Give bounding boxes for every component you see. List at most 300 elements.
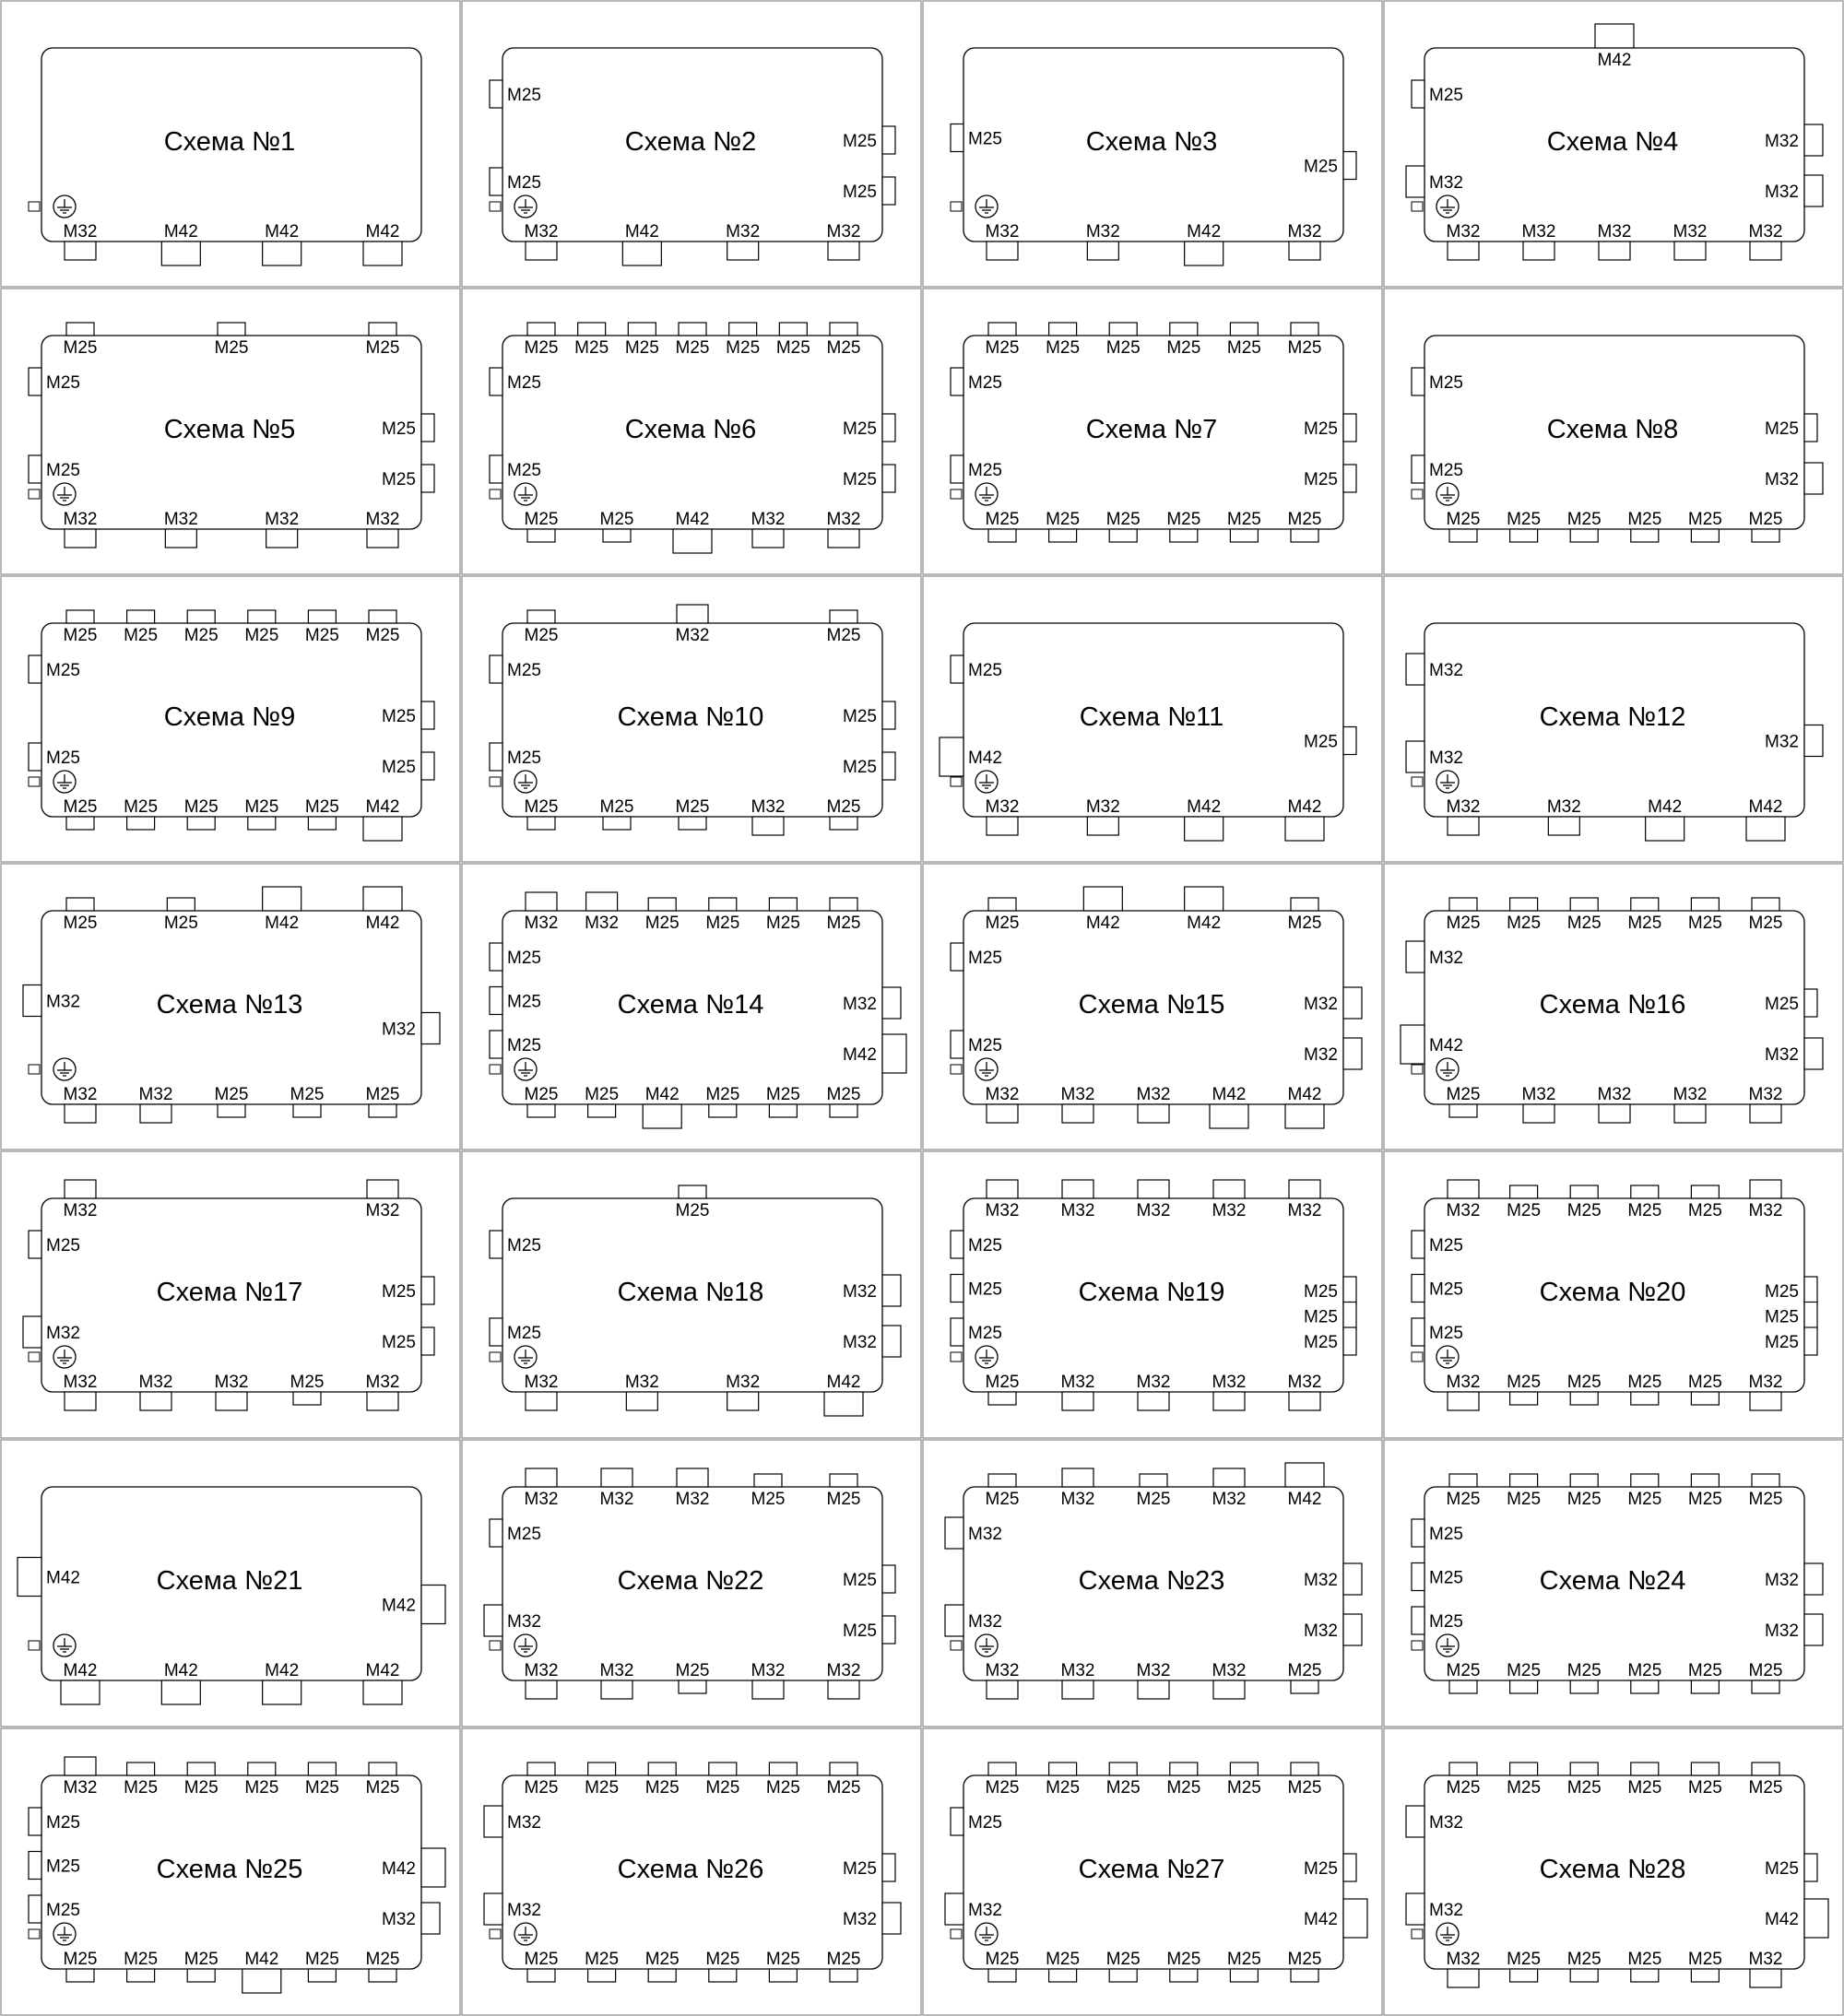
gland-top-label: M25 <box>985 338 1020 358</box>
gland-bottom-label: M32 <box>1748 1085 1783 1104</box>
gland-bottom-label: M32 <box>524 222 559 242</box>
gland-left-label: M32 <box>1429 661 1463 680</box>
gland-bottom-label: M25 <box>524 510 559 529</box>
gland-left <box>940 737 963 776</box>
gland-top-label: M25 <box>1136 1490 1171 1509</box>
gland-bottom-label: M25 <box>1687 510 1722 529</box>
gland-top <box>1140 1474 1167 1487</box>
gland-top-label: M25 <box>705 1778 740 1798</box>
gland-left <box>484 1806 502 1837</box>
gland-bottom-label: M25 <box>644 1950 680 1969</box>
gland-bottom <box>1510 1969 1538 1982</box>
gland-top <box>1570 1185 1598 1198</box>
gland-bottom <box>1062 1680 1093 1699</box>
gland-right-label: M25 <box>843 1621 877 1641</box>
gland-top-label: M25 <box>1627 1778 1662 1798</box>
gland-bottom <box>1510 529 1538 542</box>
gland-top-label: M32 <box>675 626 710 645</box>
gland-bottom-label: M25 <box>1748 1661 1783 1680</box>
gland-bottom-label: M25 <box>1105 1950 1141 1969</box>
gland-right <box>1804 1563 1823 1595</box>
gland-right-label: M32 <box>843 1333 877 1352</box>
scheme-title: Схема №28 <box>1539 1855 1686 1884</box>
gland-left <box>951 655 963 683</box>
gland-bottom <box>709 1969 737 1982</box>
gland-bottom <box>1750 1392 1781 1410</box>
gland-right-label: M25 <box>382 707 416 726</box>
gland-left <box>490 168 502 195</box>
gland-bottom <box>1230 529 1258 542</box>
gland-bottom <box>601 1680 632 1699</box>
gland-bottom <box>1087 242 1118 260</box>
gland-top-label: M25 <box>1446 1490 1481 1509</box>
gland-bottom <box>987 242 1018 260</box>
gland-bottom-label: M25 <box>585 1085 620 1104</box>
gland-top <box>1109 1763 1137 1775</box>
gland-top <box>677 605 708 623</box>
gland-top <box>1062 1180 1093 1198</box>
gland-right-label: M32 <box>1765 1045 1799 1065</box>
gland-right <box>1804 124 1823 156</box>
gland-right <box>1343 727 1356 755</box>
gland-bottom <box>1138 1680 1169 1699</box>
gland-right-label: M32 <box>1765 1571 1799 1590</box>
scheme-18 <box>462 1151 921 1438</box>
gland-top <box>648 1763 676 1775</box>
gland-left-label: M32 <box>1429 949 1463 968</box>
scheme-title: Схема №12 <box>1539 702 1686 732</box>
gland-bottom-label: M25 <box>1507 1950 1542 1969</box>
gland-top <box>586 892 618 911</box>
gland-left <box>1406 741 1424 772</box>
gland-left-label: M25 <box>46 749 80 768</box>
gland-bottom-label: M25 <box>1627 1373 1662 1392</box>
gland-bottom <box>987 817 1018 835</box>
scheme-title: Схема №9 <box>163 702 296 732</box>
gland-top <box>1570 898 1598 911</box>
gland-top <box>527 1763 555 1775</box>
ground-bolt-icon <box>490 202 501 211</box>
gland-right <box>1804 989 1817 1017</box>
gland-bottom <box>66 817 94 830</box>
gland-left-label: M25 <box>507 1236 541 1256</box>
scheme-title: Схема №27 <box>1078 1855 1225 1884</box>
gland-right <box>421 1277 434 1304</box>
gland-bottom <box>828 529 859 548</box>
scheme-1 <box>1 1 460 287</box>
gland-top-label: M25 <box>775 338 810 358</box>
gland-right <box>421 1848 445 1887</box>
gland-right-label: M25 <box>1304 1333 1338 1352</box>
gland-top-label: M32 <box>1212 1490 1247 1509</box>
scheme-4 <box>1384 1 1843 287</box>
gland-top <box>66 898 94 911</box>
gland-bottom <box>140 1392 171 1410</box>
gland-bottom-label: M32 <box>985 797 1020 817</box>
gland-left <box>1406 1893 1424 1925</box>
gland-top <box>779 323 807 336</box>
gland-bottom <box>1185 817 1223 841</box>
scheme-9 <box>1 576 460 862</box>
gland-bottom-label: M25 <box>1046 1950 1081 1969</box>
gland-left <box>951 1808 963 1835</box>
gland-left-label: M32 <box>1429 1901 1463 1920</box>
scheme-26 <box>462 1728 921 2015</box>
gland-top <box>1109 323 1137 336</box>
gland-bottom <box>987 1680 1018 1699</box>
gland-bottom <box>293 1104 321 1117</box>
gland-right <box>1804 1854 1817 1881</box>
gland-bottom-label: M25 <box>1627 1950 1662 1969</box>
gland-right <box>882 752 895 780</box>
gland-bottom-label: M25 <box>1287 1661 1322 1680</box>
gland-bottom-label: M42 <box>1212 1085 1247 1104</box>
gland-bottom-label: M42 <box>1648 797 1683 817</box>
gland-top-label: M25 <box>365 1778 400 1798</box>
gland-bottom <box>1210 1104 1248 1128</box>
ground-bolt-icon <box>490 1065 501 1074</box>
gland-bottom-label: M42 <box>244 1950 279 1969</box>
gland-bottom <box>1752 529 1779 542</box>
gland-left-label: M32 <box>507 1813 541 1833</box>
gland-bottom <box>1691 1680 1719 1693</box>
gland-bottom-label: M42 <box>163 1661 198 1680</box>
gland-top-label: M25 <box>163 914 198 933</box>
gland-left-label: M32 <box>46 1324 80 1343</box>
gland-top-label: M25 <box>826 338 861 358</box>
gland-top <box>1631 1185 1659 1198</box>
gland-top <box>709 1763 737 1775</box>
gland-bottom-label: M32 <box>1446 797 1481 817</box>
gland-bottom <box>1170 1969 1198 1982</box>
gland-bottom-label: M32 <box>163 510 198 529</box>
gland-bottom-label: M25 <box>1507 1373 1542 1392</box>
gland-right-label: M25 <box>843 183 877 202</box>
gland-bottom-label: M32 <box>1287 222 1322 242</box>
gland-left <box>490 1231 502 1258</box>
gland-bottom-label: M25 <box>1566 510 1602 529</box>
gland-top-label: M32 <box>524 1490 559 1509</box>
scheme-5 <box>1 289 460 574</box>
gland-bottom-label: M32 <box>1060 1373 1095 1392</box>
gland-bottom <box>828 1680 859 1699</box>
gland-right <box>1343 1854 1356 1881</box>
gland-bottom-label: M25 <box>290 1373 325 1392</box>
gland-right <box>421 465 434 492</box>
gland-top-label: M32 <box>1748 1201 1783 1220</box>
gland-right-label: M32 <box>1765 183 1799 202</box>
gland-bottom <box>588 1969 616 1982</box>
gland-top <box>1083 887 1122 911</box>
gland-top-label: M25 <box>1046 1778 1081 1798</box>
gland-left <box>951 1231 963 1258</box>
gland-left <box>1412 1607 1424 1634</box>
gland-bottom-label: M32 <box>1546 797 1581 817</box>
gland-bottom <box>363 1680 402 1704</box>
gland-left-label: M25 <box>46 461 80 480</box>
gland-bottom <box>369 1104 396 1117</box>
gland-top <box>1170 323 1198 336</box>
gland-top <box>679 1185 706 1198</box>
gland-bottom <box>1213 1680 1245 1699</box>
gland-left <box>18 1558 41 1597</box>
gland-top-label: M25 <box>826 626 861 645</box>
gland-bottom <box>1049 1969 1077 1982</box>
gland-right <box>1804 175 1823 206</box>
gland-top-label: M25 <box>183 1778 219 1798</box>
gland-bottom <box>622 242 661 265</box>
gland-bottom-label: M25 <box>290 1085 325 1104</box>
gland-left-label: M25 <box>968 461 1002 480</box>
gland-bottom <box>65 529 96 548</box>
gland-bottom <box>603 529 631 542</box>
gland-right-label: M32 <box>1765 470 1799 489</box>
scheme-17 <box>1 1151 460 1438</box>
gland-top-label: M32 <box>675 1490 710 1509</box>
gland-top <box>754 1474 782 1487</box>
gland-right <box>421 1586 445 1624</box>
gland-bottom <box>65 1392 96 1410</box>
gland-left <box>490 1031 502 1058</box>
gland-bottom-label: M25 <box>1566 1373 1602 1392</box>
gland-top-label: M25 <box>244 1778 279 1798</box>
gland-bottom-label: M32 <box>63 222 98 242</box>
gland-right-label: M25 <box>1304 1307 1338 1327</box>
gland-left <box>951 455 963 483</box>
gland-bottom-label: M25 <box>1226 1950 1261 1969</box>
gland-right-label: M25 <box>382 1333 416 1352</box>
gland-left-label: M32 <box>1429 173 1463 193</box>
gland-left <box>951 368 963 395</box>
gland-top <box>1510 1185 1538 1198</box>
gland-bottom-label: M32 <box>1748 222 1783 242</box>
gland-right <box>882 1034 906 1073</box>
gland-bottom <box>1510 1392 1538 1405</box>
gland-bottom <box>1570 1680 1598 1693</box>
gland-right-label: M42 <box>843 1045 877 1065</box>
gland-bottom <box>1138 1392 1169 1410</box>
gland-left-label: M32 <box>1429 1813 1463 1833</box>
gland-bottom <box>527 529 555 542</box>
gland-top-label: M25 <box>1507 1201 1542 1220</box>
gland-bottom-label: M42 <box>1287 797 1322 817</box>
gland-right-label: M25 <box>1304 1859 1338 1879</box>
gland-top-label: M32 <box>1212 1201 1247 1220</box>
gland-bottom-label: M25 <box>1287 510 1322 529</box>
scheme-16 <box>1384 864 1843 1149</box>
gland-top <box>830 1474 857 1487</box>
gland-bottom <box>526 1392 557 1410</box>
gland-top-label: M25 <box>644 1778 680 1798</box>
gland-bottom <box>187 817 215 830</box>
gland-top-label: M25 <box>63 914 98 933</box>
gland-right-label: M32 <box>1304 995 1338 1014</box>
gland-top-label: M25 <box>1627 1490 1662 1509</box>
gland-bottom <box>1062 1392 1093 1410</box>
ground-bolt-icon <box>29 1352 40 1362</box>
gland-bottom-label: M32 <box>1085 797 1120 817</box>
gland-left-label: M25 <box>46 1901 80 1920</box>
gland-bottom-label: M32 <box>1446 1950 1481 1969</box>
gland-right <box>421 1903 440 1934</box>
scheme-15 <box>923 864 1382 1149</box>
gland-bottom <box>830 1969 857 1982</box>
gland-top-label: M25 <box>985 914 1020 933</box>
gland-left <box>490 80 502 108</box>
gland-bottom-label: M25 <box>124 1950 159 1969</box>
gland-left-label: M25 <box>1429 1324 1463 1343</box>
gland-left <box>1412 455 1424 483</box>
gland-bottom-label: M25 <box>1105 510 1141 529</box>
gland-bottom-label: M32 <box>751 1661 786 1680</box>
ground-bolt-icon <box>951 777 962 786</box>
ground-bolt-icon <box>951 1641 962 1650</box>
gland-top-label: M25 <box>1287 914 1322 933</box>
gland-top <box>363 887 402 911</box>
scheme-title: Схема №13 <box>156 990 303 1020</box>
gland-top-label: M25 <box>1287 1778 1322 1798</box>
gland-bottom <box>140 1104 171 1123</box>
gland-bottom <box>1289 1392 1320 1410</box>
gland-bottom <box>1109 529 1137 542</box>
gland-bottom-label: M32 <box>826 222 861 242</box>
gland-left <box>29 368 41 395</box>
gland-top-label: M25 <box>985 1778 1020 1798</box>
scheme-title: Схема №6 <box>624 415 757 444</box>
gland-top <box>308 1763 336 1775</box>
gland-top <box>677 1468 708 1487</box>
gland-bottom-label: M42 <box>1287 1085 1322 1104</box>
gland-right-label: M25 <box>843 1571 877 1590</box>
gland-bottom <box>1062 1104 1093 1123</box>
scheme-7 <box>923 289 1382 574</box>
gland-bottom <box>66 1969 94 1982</box>
gland-right-label: M25 <box>1304 419 1338 439</box>
gland-right <box>882 465 895 492</box>
gland-left <box>1401 1025 1424 1064</box>
gland-bottom <box>266 529 298 548</box>
gland-top-label: M32 <box>1060 1201 1095 1220</box>
gland-bottom <box>1523 1104 1554 1123</box>
gland-top-label: M25 <box>365 626 400 645</box>
gland-right-label: M25 <box>1304 1282 1338 1302</box>
gland-top-label: M25 <box>765 914 800 933</box>
gland-left-label: M25 <box>507 373 541 393</box>
gland-left-label: M25 <box>507 1525 541 1544</box>
gland-right-label: M25 <box>382 758 416 777</box>
gland-right <box>1343 1277 1356 1304</box>
gland-bottom-label: M25 <box>1507 1661 1542 1680</box>
gland-bottom-label: M25 <box>524 1950 559 1969</box>
gland-left-label: M25 <box>507 1036 541 1055</box>
gland-bottom-label: M32 <box>1748 1373 1783 1392</box>
ground-bolt-icon <box>29 489 40 499</box>
gland-top <box>369 610 396 623</box>
scheme-3 <box>923 1 1382 287</box>
gland-bottom <box>1449 1104 1477 1117</box>
gland-top-label: M25 <box>675 1201 710 1220</box>
gland-top-label: M25 <box>524 338 559 358</box>
gland-bottom-label: M32 <box>365 1373 400 1392</box>
gland-right-label: M42 <box>1765 1910 1799 1929</box>
ground-bolt-icon <box>1412 202 1423 211</box>
gland-top-label: M25 <box>1566 1778 1602 1798</box>
gland-right <box>1804 1327 1817 1355</box>
gland-bottom <box>1049 529 1077 542</box>
gland-bottom-label: M32 <box>1673 1085 1708 1104</box>
ground-bolt-icon <box>951 489 962 499</box>
gland-left <box>1406 941 1424 973</box>
gland-right <box>1343 1038 1362 1069</box>
ground-bolt-icon <box>29 1641 40 1650</box>
gland-top <box>830 610 857 623</box>
gland-bottom <box>1291 529 1318 542</box>
gland-top <box>830 323 857 336</box>
gland-bottom <box>367 1392 398 1410</box>
ground-bolt-icon <box>29 1929 40 1939</box>
gland-right-label: M25 <box>1765 419 1799 439</box>
gland-right <box>1804 1277 1817 1304</box>
gland-top-label: M42 <box>365 914 400 933</box>
gland-left <box>1412 1231 1424 1258</box>
ground-bolt-icon <box>490 1352 501 1362</box>
gland-bottom <box>824 1392 863 1416</box>
gland-left-label: M25 <box>507 173 541 193</box>
gland-right <box>1343 1614 1362 1645</box>
gland-bottom <box>1750 1104 1781 1123</box>
gland-top-label: M25 <box>624 338 659 358</box>
gland-bottom-label: M32 <box>726 1373 761 1392</box>
gland-left-label: M25 <box>46 1236 80 1256</box>
gland-bottom <box>308 817 336 830</box>
ground-bolt-icon <box>1412 777 1423 786</box>
gland-left <box>1406 1806 1424 1837</box>
gland-bottom-label: M25 <box>1166 510 1201 529</box>
gland-left <box>945 1517 963 1549</box>
ground-bolt-icon <box>1412 1065 1423 1074</box>
gland-bottom-label: M25 <box>675 797 710 817</box>
gland-right-label: M25 <box>382 1282 416 1302</box>
gland-bottom <box>709 1104 737 1117</box>
scheme-title: Схема №14 <box>617 990 764 1020</box>
gland-top <box>648 898 676 911</box>
gland-bottom <box>187 1969 215 1982</box>
scheme-28 <box>1384 1728 1843 2015</box>
gland-bottom-label: M42 <box>1187 222 1222 242</box>
gland-left-label: M25 <box>968 1813 1002 1833</box>
gland-top <box>263 887 301 911</box>
gland-left <box>951 1275 963 1303</box>
gland-left <box>23 1316 41 1348</box>
gland-bottom-label: M25 <box>1166 1950 1201 1969</box>
gland-top-label: M32 <box>1136 1201 1171 1220</box>
gland-top-label: M25 <box>826 914 861 933</box>
gland-bottom-label: M25 <box>124 797 159 817</box>
gland-bottom-label: M25 <box>705 1950 740 1969</box>
gland-bottom <box>648 1969 676 1982</box>
gland-top-label: M25 <box>675 338 710 358</box>
gland-bottom-label: M32 <box>826 510 861 529</box>
gland-top <box>1631 898 1659 911</box>
scheme-13 <box>1 864 460 1149</box>
gland-bottom <box>1746 817 1785 841</box>
ground-bolt-icon <box>951 1929 962 1939</box>
gland-top-label: M25 <box>1287 338 1322 358</box>
gland-top <box>526 1468 557 1487</box>
gland-bottom-label: M32 <box>1136 1373 1171 1392</box>
gland-bottom-label: M32 <box>524 1661 559 1680</box>
gland-top-label: M25 <box>1627 1201 1662 1220</box>
